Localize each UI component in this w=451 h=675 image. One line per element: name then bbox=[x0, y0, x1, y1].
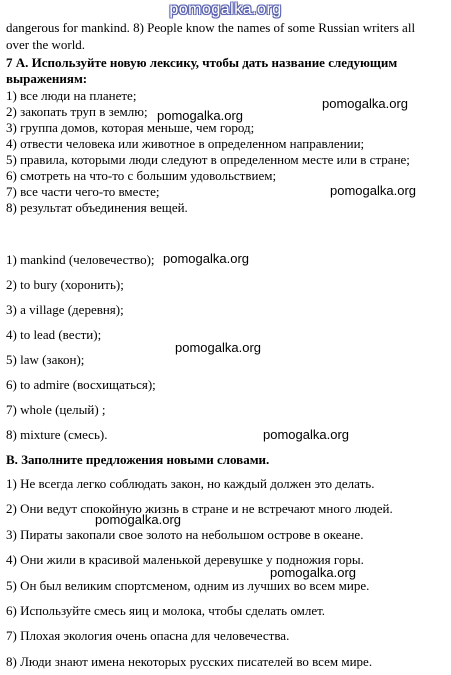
task-b-item: 4) Они жили в красивой маленькой деревушке у подножия горы. bbox=[6, 552, 364, 567]
task-a-item: 1) все люди на планете; bbox=[6, 88, 137, 103]
task-b-item: 1) Не всегда легко соблюдать закон, но каждый должен это делать. bbox=[6, 476, 375, 491]
answer-a-item: 5) law (закон); bbox=[6, 352, 85, 367]
task-b-item: 3) Пираты закопали свое золото на небольшом острове в океане. bbox=[6, 527, 364, 542]
site-watermark: pomogalka.org bbox=[95, 512, 181, 527]
task-b-item: 7) Плохая экология очень опасна для человечества. bbox=[6, 628, 290, 643]
task-a-item: 2) закопать труп в землю; bbox=[6, 104, 148, 119]
task-b-item: 2) Они ведут спокойную жизнь в стране и не встречают много людей. bbox=[6, 501, 393, 516]
answer-a-item: 2) to bury (хоронить); bbox=[6, 277, 124, 292]
task-b-item: 8) Люди знают имена некоторых русских писателей во всем мире. bbox=[6, 654, 373, 669]
task-a-item: 6) смотреть на что-то с большим удовольствием; bbox=[6, 168, 277, 183]
answer-a-item: 7) whole (целый) ; bbox=[6, 402, 106, 417]
site-watermark: pomogalka.org bbox=[175, 340, 261, 355]
task-a-item: 3) группа домов, которая меньше, чем город; bbox=[6, 120, 255, 135]
answer-a-item: 6) to admire (восхищаться); bbox=[6, 377, 156, 392]
answer-a-item: 4) to lead (вести); bbox=[6, 327, 102, 342]
site-watermark: pomogalka.org bbox=[163, 251, 249, 266]
task-a-title-line-1: 7 А. Используйте новую лексику, чтобы дать название следующим bbox=[6, 55, 398, 70]
site-watermark: pomogalka.org bbox=[263, 427, 349, 442]
site-watermark: pomogalka.org bbox=[157, 108, 243, 123]
answer-a-item: 3) a village (деревня); bbox=[6, 302, 124, 317]
task-a-item: 5) правила, которыми люди следуют в определенном месте или в стране; bbox=[6, 152, 410, 167]
site-watermark: pomogalka.org bbox=[330, 183, 416, 198]
task-a-item: 4) отвести человека или животное в определенном направлении; bbox=[6, 136, 365, 151]
task-b-item: 5) Он был великим спортсменом, одним из лучших во всем мире. bbox=[6, 578, 370, 593]
site-watermark: pomogalka.org bbox=[270, 565, 356, 580]
answer-a-item: 8) mixture (смесь). bbox=[6, 427, 108, 442]
answer-a-item: 1) mankind (человечество); bbox=[6, 252, 155, 267]
task-a-item: 8) результат объединения вещей. bbox=[6, 200, 188, 215]
intro-line-1: dangerous for mankind. 8) People know the names of some Russian writers all bbox=[6, 20, 416, 35]
site-watermark-header: pomogalka.org bbox=[169, 1, 282, 18]
site-watermark: pomogalka.org bbox=[322, 96, 408, 111]
task-a-item: 7) все части чего-то вместе; bbox=[6, 184, 160, 199]
intro-line-2: over the world. bbox=[6, 37, 86, 52]
task-b-title: B. Заполните предложения новыми словами. bbox=[6, 452, 270, 467]
task-b-item: 6) Используйте смесь яиц и молока, чтобы сделать омлет. bbox=[6, 603, 326, 618]
task-a-title-line-2: выражениям: bbox=[6, 71, 88, 86]
